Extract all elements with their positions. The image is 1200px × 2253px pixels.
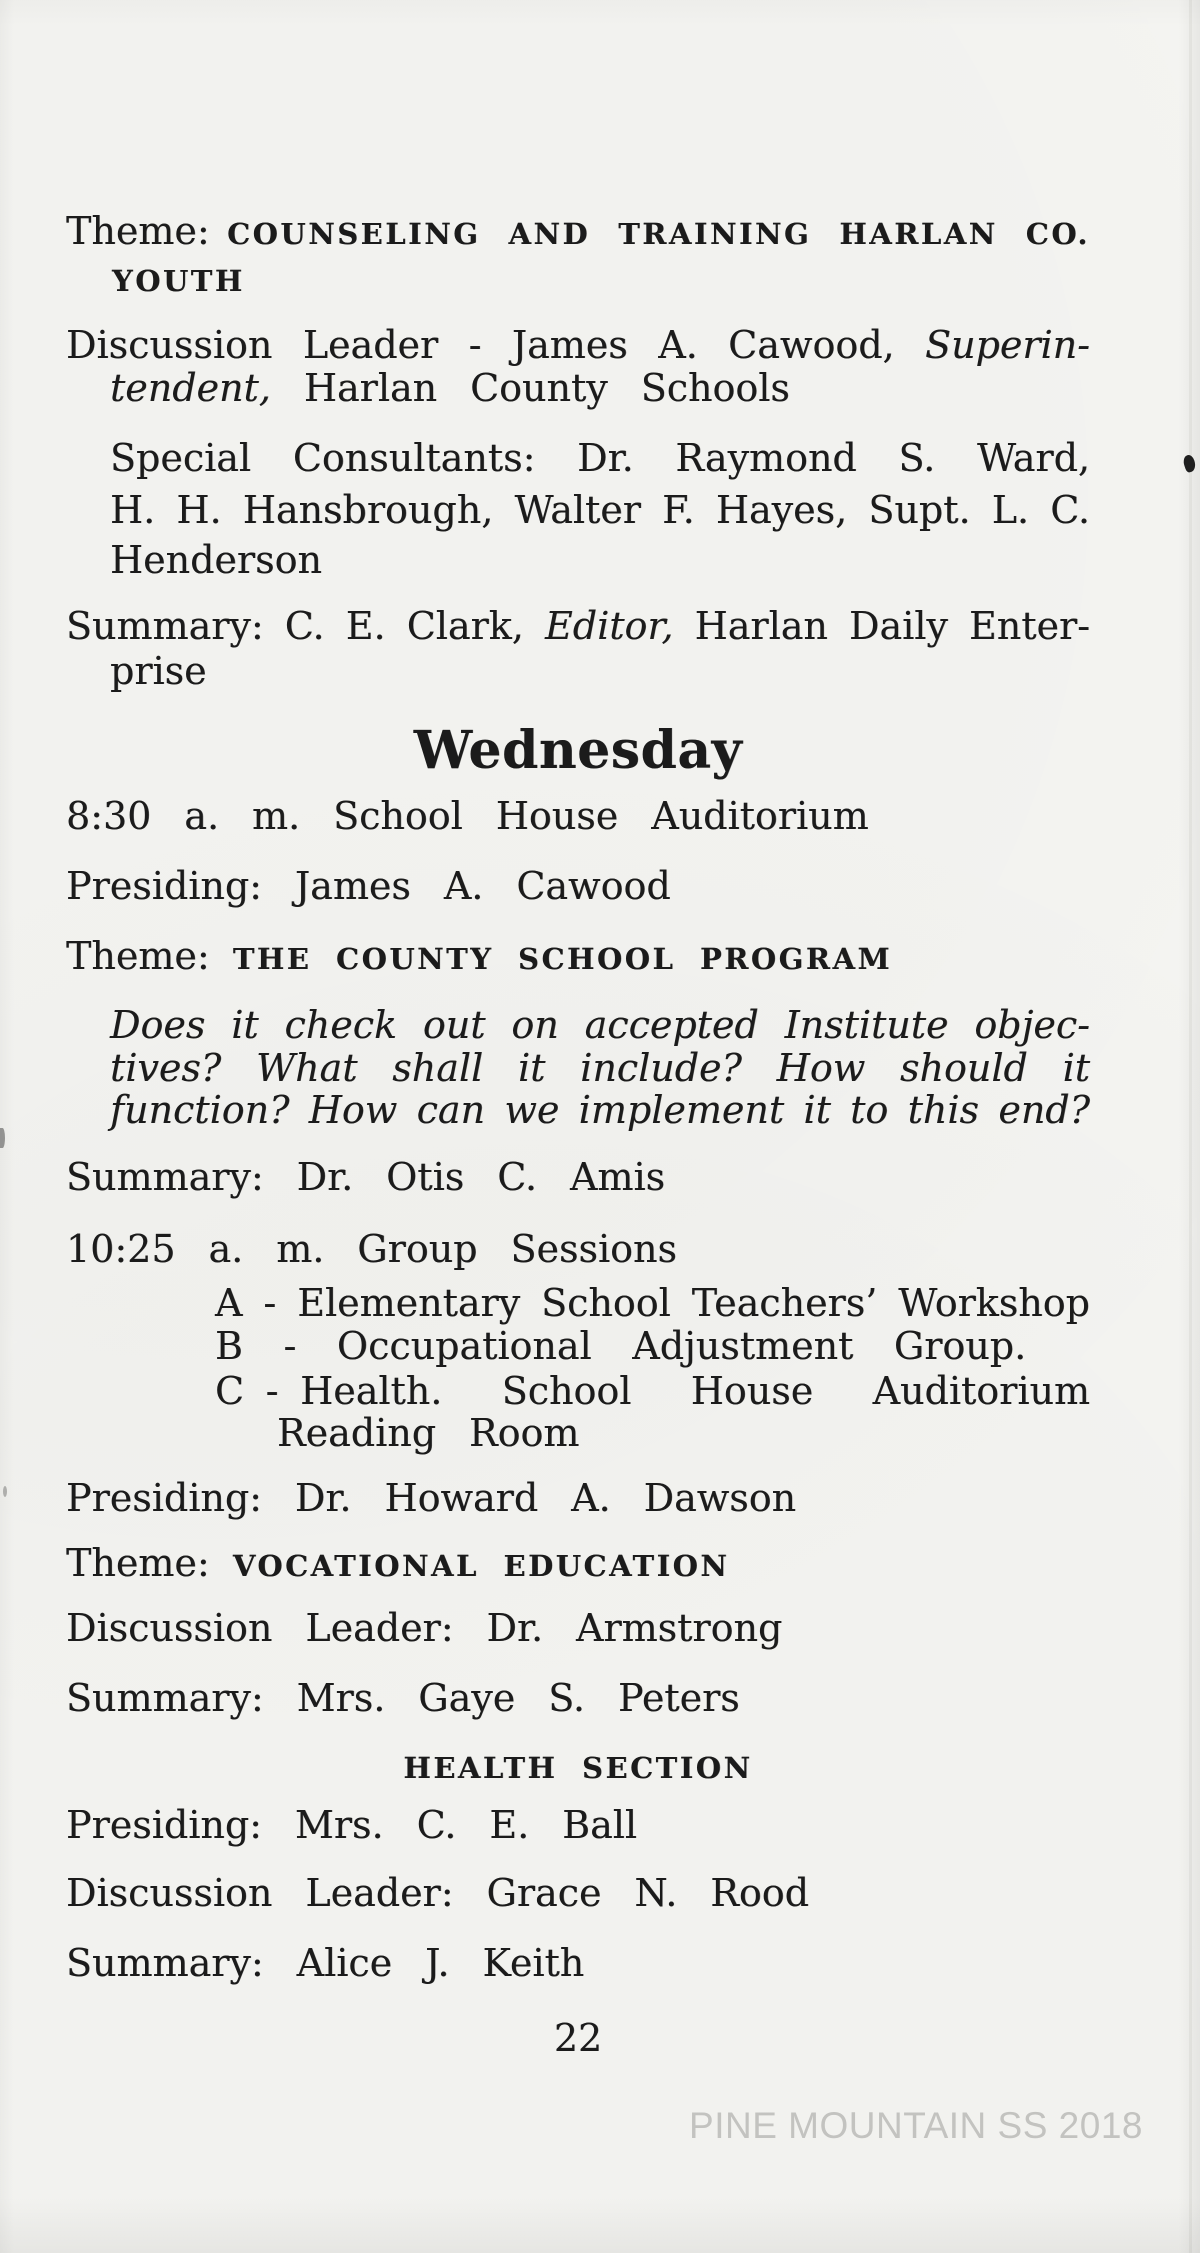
line-presiding-dawson: Presiding: Dr. Howard A. Dawson — [66, 1476, 797, 1520]
line-summary-peters: Summary: Mrs. Gaye S. Peters — [66, 1676, 740, 1720]
group-c-school: School — [501, 1369, 632, 1413]
scan-artifact-left-speck-2 — [3, 1486, 7, 1497]
line-theme-vocational — [66, 1542, 729, 1585]
tendent-italic: tendent, — [110, 366, 271, 410]
page-number: 22 — [553, 2016, 603, 2060]
line-group-c — [215, 1370, 1090, 1413]
line-summary-keith: Summary: Alice J. Keith — [66, 1941, 585, 1985]
line-summary-amis: Summary: Dr. Otis C. Amis — [66, 1155, 666, 1199]
line-summary-clark-cont: prise — [110, 649, 207, 693]
theme-counseling-caps: COUNSELING AND TRAINING HARLAN CO. — [227, 217, 1090, 251]
theme-county-school-caps: THE COUNTY SCHOOL PROGRAM — [232, 942, 893, 976]
line-special-consultants-3: Henderson — [110, 538, 322, 582]
line-time-830-location: 8:30 a. m. School House Auditorium — [66, 794, 869, 838]
line-discussion-leader-rood: Discussion Leader: Grace N. Rood — [66, 1871, 809, 1915]
line-discussion-leader-cawood — [66, 324, 1090, 367]
group-c-auditorium: Auditorium — [872, 1369, 1090, 1413]
line-special-consultants-2: H. H. Hansbrough, Walter F. Hayes, Supt. L. C. — [110, 488, 1090, 532]
theme-label: Theme: — [66, 209, 210, 253]
summary-clark-text: Summary: C. E. Clark, — [66, 604, 524, 648]
scan-edge-shadow — [1189, 0, 1192, 2253]
line-group-a: A - Elementary School Teachers’ Workshop — [215, 1281, 1090, 1325]
watermark: PINE MOUNTAIN SS 2018 — [689, 2105, 1143, 2146]
superintendent-italic: Superin- — [925, 323, 1090, 367]
line-theme-counseling — [66, 210, 1090, 253]
group-c-health: C - Health. — [215, 1369, 443, 1413]
line-theme-county-school — [66, 935, 892, 978]
line-special-consultants-1: Special Consultants: Dr. Raymond S. Ward, — [110, 436, 1090, 480]
line-discussion-leader-cont — [110, 367, 790, 410]
scan-artifact-right-speck — [1182, 454, 1198, 474]
discussion-leader-text: Discussion Leader - James A. Cawood, — [66, 323, 895, 367]
heading-wednesday: Wednesday — [413, 720, 743, 781]
scan-artifact-left-speck-1 — [0, 1128, 5, 1148]
line-quote-2: tives? What shall it include? How should it — [110, 1046, 1090, 1090]
theme-label: Theme: — [66, 934, 210, 978]
line-group-c-reading-room: Reading Room — [277, 1411, 580, 1455]
theme-label: Theme: — [66, 1541, 210, 1585]
line-time-1025-group-sessions: 10:25 a. m. Group Sessions — [66, 1227, 677, 1271]
line-quote-3: function? How can we implement it to this end? — [110, 1088, 1090, 1132]
heading-health-section: HEALTH SECTION — [403, 1751, 753, 1785]
group-c-house: House — [690, 1369, 814, 1413]
line-theme-counseling-cont: YOUTH — [112, 264, 245, 298]
line-discussion-leader-armstrong: Discussion Leader: Dr. Armstrong — [66, 1606, 783, 1650]
line-quote-1: Does it check out on accepted Institute objec- — [110, 1003, 1090, 1047]
theme-vocational-caps: VOCATIONAL EDUCATION — [232, 1549, 730, 1583]
harlan-daily-enterprise: Harlan Daily Enter- — [694, 604, 1091, 648]
harlan-county-schools: Harlan County Schools — [303, 366, 790, 410]
editor-italic: Editor, — [545, 604, 674, 648]
line-summary-clark — [66, 605, 1090, 648]
line-presiding-ball: Presiding: Mrs. C. E. Ball — [66, 1803, 638, 1847]
line-group-b: B - Occupational Adjustment Group. — [215, 1324, 1027, 1368]
line-presiding-cawood: Presiding: James A. Cawood — [66, 864, 671, 908]
